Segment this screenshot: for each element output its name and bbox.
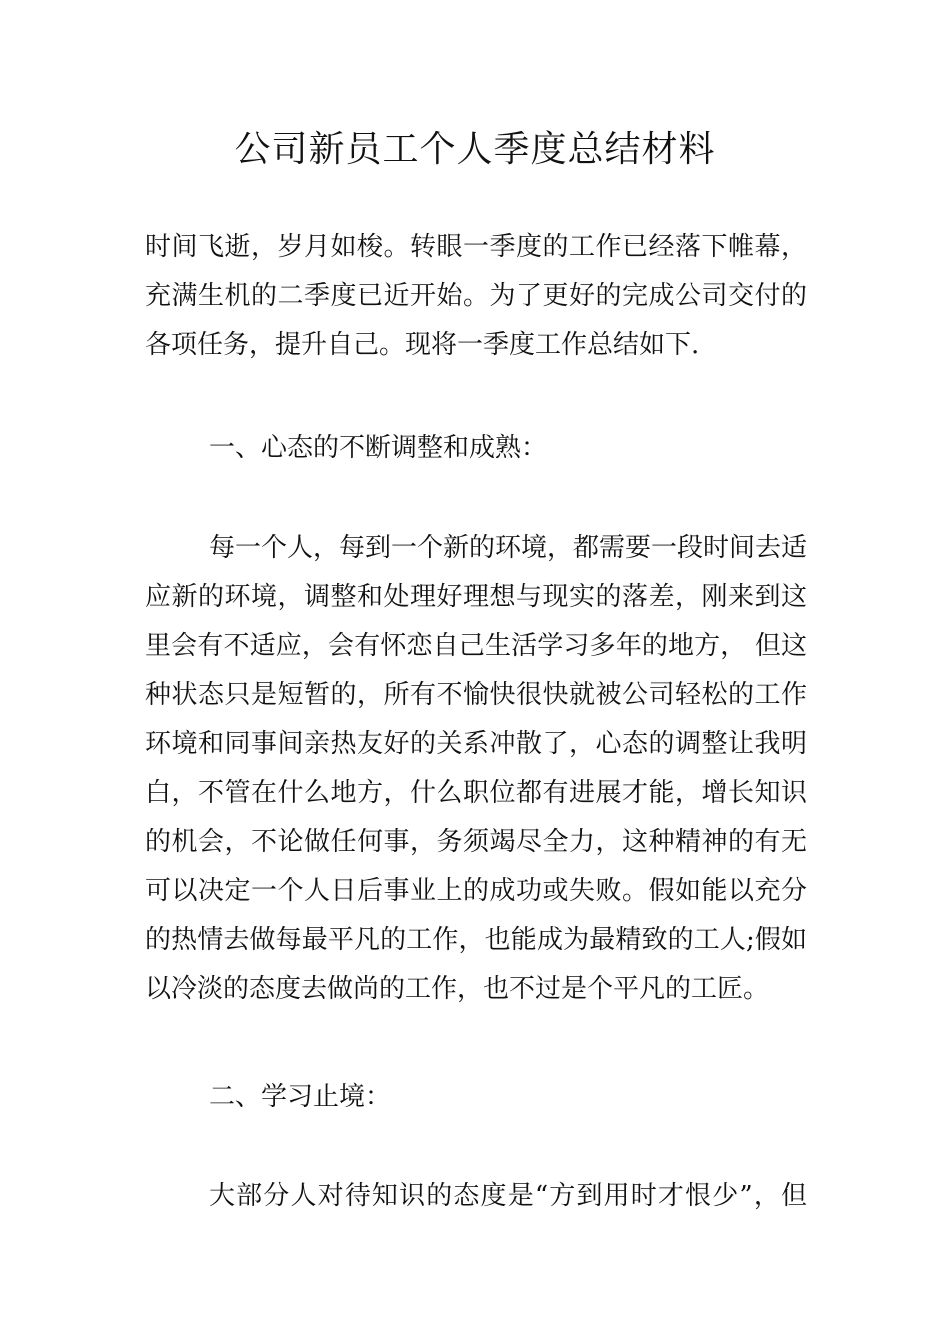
section-heading-2: 二、学习止境：	[209, 1082, 392, 1112]
paragraph-line: 每一个人，每到一个新的环境，都需要一段时间去适	[209, 533, 808, 563]
paragraph-line: 可以决定一个人日后事业上的成功或失败。假如能以充分	[145, 876, 807, 906]
paragraph-line: 应新的环境，调整和处理好理想与现实的落差，刚来到这	[145, 582, 807, 612]
intro-paragraph	[145, 223, 807, 370]
document-title: 公司新员工个人季度总结材料	[234, 129, 716, 170]
paragraph-line: 种状态只是短暂的，所有不愉快很快就被公司轻松的工作	[145, 680, 807, 710]
paragraph-line: 大部分人对待知识的态度是“方到用时才恨少”，但	[209, 1181, 807, 1211]
paragraph-line: 时间飞逝，岁月如梭。转眼一季度的工作已经落下帷幕，	[145, 232, 807, 262]
paragraph-line: 各项任务，提升自己。现将一季度工作总结如下.	[145, 330, 700, 360]
paragraph-line: 的热情去做每最平凡的工作，也能成为最精致的工人;假如	[145, 925, 807, 955]
paragraph-line: 里会有不适应，会有怀恋自己生活学习多年的地方， 但这	[145, 631, 807, 661]
section-heading-1: 一、心态的不断调整和成熟：	[209, 433, 548, 463]
paragraph-line: 的机会，不论做任何事，务须竭尽全力，这种精神的有无	[145, 827, 807, 857]
paragraph-line: 环境和同事间亲热友好的关系冲散了，心态的调整让我明	[145, 729, 807, 759]
paragraph-line: 白，不管在什么地方，什么职位都有进展才能，增长知识	[145, 778, 807, 808]
paragraph-line: 充满生机的二季度已近开始。为了更好的完成公司交付的	[145, 281, 807, 311]
section1-paragraph	[145, 524, 807, 1014]
section2-paragraph	[145, 1172, 807, 1221]
paragraph-line: 以冷淡的态度去做尚的工作，也不过是个平凡的工匠。	[145, 974, 770, 1004]
